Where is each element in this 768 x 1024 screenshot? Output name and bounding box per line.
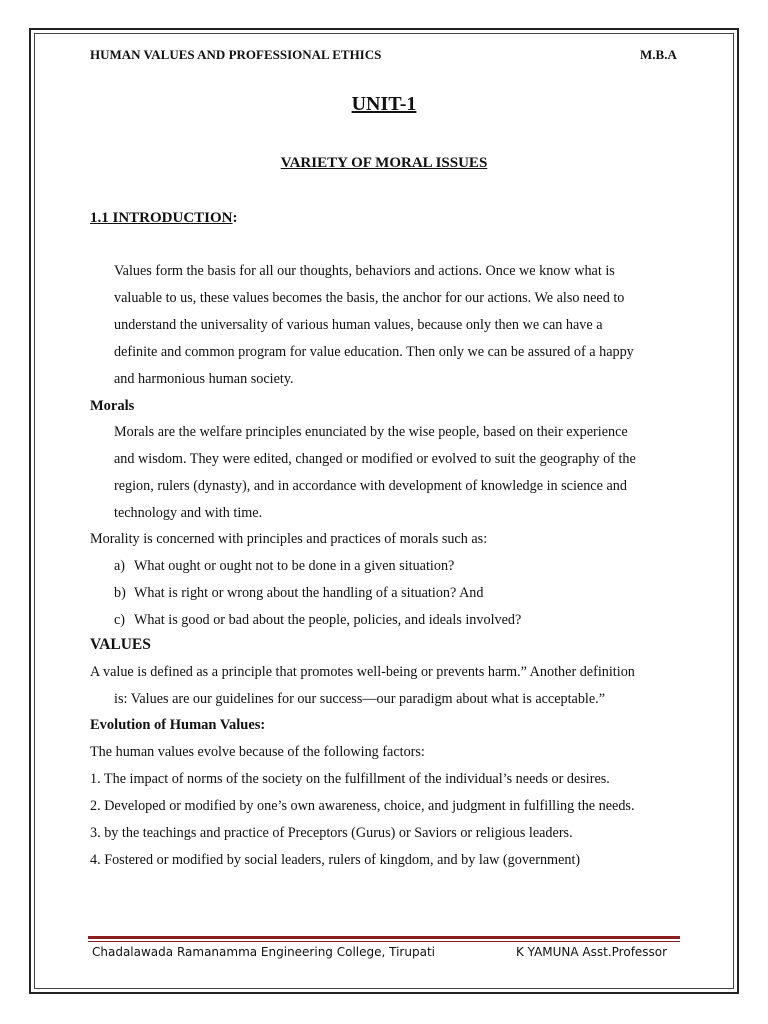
intro-paragraph bbox=[114, 258, 634, 393]
values-paragraph bbox=[90, 659, 635, 713]
section-heading-introduction bbox=[90, 210, 238, 227]
values-heading: VALUES bbox=[90, 636, 151, 653]
list-marker: b) bbox=[114, 585, 126, 601]
list-marker: a) bbox=[114, 558, 126, 574]
morals-paragraph bbox=[114, 419, 636, 527]
intro-heading-text: 1.1 INTRODUCTION bbox=[90, 210, 233, 226]
list-item: 4. Fostered or modified by social leaders, rulers of kingdom, and by law (government) bbox=[90, 852, 581, 868]
list-item: 2. Developed or modified by one’s own awareness, choice, and judgment in fulfilling the needs. bbox=[90, 798, 635, 814]
chapter-title: VARIETY OF MORAL ISSUES bbox=[280, 155, 488, 171]
paragraph-line: technology and with time. bbox=[114, 505, 263, 521]
paragraph-line: and wisdom. They were edited, changed or modified or evolved to suit the geography of the bbox=[114, 451, 636, 467]
paragraph-line: Values form the basis for all our thoughts, behaviors and actions. Once we know what is bbox=[114, 263, 615, 279]
list-item bbox=[114, 607, 521, 634]
intro-heading-colon: : bbox=[232, 210, 238, 226]
paragraph-line: definite and common program for value education. Then only we can be assured of a happy bbox=[114, 344, 634, 360]
morality-intro: Morality is concerned with principles and practices of morals such as: bbox=[90, 531, 488, 547]
evolution-intro: The human values evolve because of the following factors: bbox=[90, 744, 425, 760]
list-item bbox=[114, 553, 521, 580]
footer-rule-thin bbox=[88, 941, 680, 942]
list-item-text: What ought or ought not to be done in a given situation? bbox=[134, 558, 455, 574]
evolution-list bbox=[90, 739, 635, 874]
paragraph-line: valuable to us, these values becomes the basis, the anchor for our actions. We also need to bbox=[114, 290, 625, 306]
footer-author: K YAMUNA Asst.Professor bbox=[516, 945, 668, 959]
paragraph-line: understand the universality of various human values, because only then we can have a bbox=[114, 317, 603, 333]
header-program: M.B.A bbox=[640, 47, 677, 62]
list-item-text: What is good or bad about the people, policies, and ideals involved? bbox=[134, 612, 522, 628]
footer-rule-thick bbox=[88, 936, 680, 939]
list-item: 3. by the teachings and practice of Preceptors (Gurus) or Saviors or religious leaders. bbox=[90, 825, 573, 841]
list-item bbox=[114, 580, 521, 607]
morals-heading: Morals bbox=[90, 398, 135, 414]
list-marker: c) bbox=[114, 612, 126, 628]
header-course-title: HUMAN VALUES AND PROFESSIONAL ETHICS bbox=[90, 47, 382, 62]
paragraph-line: Morals are the welfare principles enunciated by the wise people, based on their experience bbox=[114, 424, 628, 440]
morality-list bbox=[114, 553, 521, 634]
evolution-heading: Evolution of Human Values: bbox=[90, 717, 266, 733]
paragraph-line: A value is defined as a principle that promotes well-being or prevents harm.” Another definition bbox=[90, 664, 635, 680]
unit-title: UNIT-1 bbox=[351, 93, 417, 115]
footer-college: Chadalawada Ramanamma Engineering College, Tirupati bbox=[92, 945, 435, 959]
list-item-text: What is right or wrong about the handling of a situation? And bbox=[134, 585, 484, 601]
paragraph-line: is: Values are our guidelines for our success—our paradigm about what is acceptable.” bbox=[114, 691, 606, 707]
list-item: 1. The impact of norms of the society on the fulfillment of the individual’s needs or desires. bbox=[90, 771, 610, 787]
paragraph-line: and harmonious human society. bbox=[114, 371, 294, 387]
paragraph-line: region, rulers (dynasty), and in accordance with development of knowledge in science and bbox=[114, 478, 627, 494]
